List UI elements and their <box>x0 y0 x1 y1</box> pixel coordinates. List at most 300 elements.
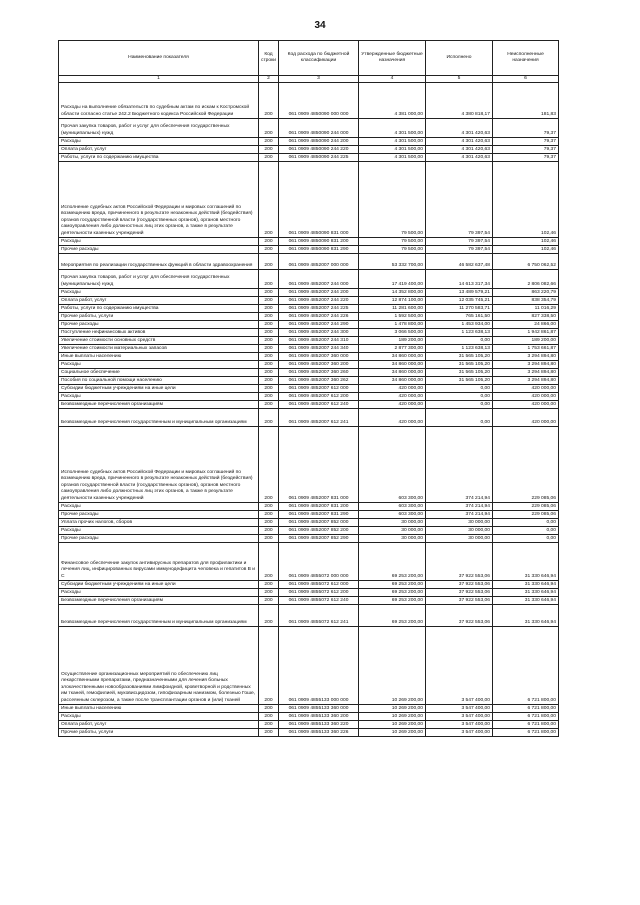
line-code-cell: 200 <box>259 345 279 353</box>
approved-amount-cell: 14 352 800,00 <box>359 289 426 297</box>
table-row <box>59 409 559 427</box>
line-code-cell: 200 <box>259 581 279 589</box>
approved-amount-cell: 2 877 300,00 <box>359 345 426 353</box>
table-row <box>59 305 559 313</box>
line-code-cell: 200 <box>259 705 279 713</box>
remaining-amount-cell: 11 016,29 <box>493 305 559 313</box>
budget-code-cell: 061 0909 4852007 244 200 <box>279 289 359 297</box>
approved-amount-cell: 10 269 200,00 <box>359 627 426 705</box>
line-code-cell: 200 <box>259 721 279 729</box>
budget-execution-table <box>58 40 559 737</box>
indicator-name-cell: Оплата работ, услуг <box>59 146 259 154</box>
executed-amount-cell: 374 214,94 <box>426 503 493 511</box>
column-number-row <box>59 76 559 83</box>
indicator-name-cell: Прочие расходы <box>59 321 259 329</box>
indicator-name-cell: Прочие расходы <box>59 535 259 543</box>
budget-code-cell: 061 0909 4852007 852 290 <box>279 535 359 543</box>
line-code-cell: 200 <box>259 605 279 627</box>
approved-amount-cell: 3 066 500,00 <box>359 329 426 337</box>
remaining-amount-cell: 0,00 <box>493 519 559 527</box>
remaining-amount-cell: 827 338,50 <box>493 313 559 321</box>
executed-amount-cell: 46 582 637,48 <box>426 254 493 270</box>
budget-code-cell: 061 0909 4855072 000 000 <box>279 543 359 581</box>
header-budget-code: Код расхода по бюджетной классификации <box>279 41 359 76</box>
remaining-amount-cell: 3 294 894,80 <box>493 361 559 369</box>
executed-amount-cell: 14 613 317,34 <box>426 270 493 289</box>
approved-amount-cell: 69 253 200,00 <box>359 589 426 597</box>
line-code-cell: 200 <box>259 527 279 535</box>
table-row <box>59 713 559 721</box>
indicator-name-cell: Иные выплаты населению <box>59 705 259 713</box>
line-code-cell: 200 <box>259 138 279 146</box>
budget-code-cell: 061 0909 4852007 831 000 <box>279 427 359 503</box>
remaining-amount-cell: 6 721 800,00 <box>493 713 559 721</box>
executed-amount-cell: 31 565 105,20 <box>426 377 493 385</box>
table-body <box>59 83 559 737</box>
executed-amount-cell: 37 922 553,06 <box>426 597 493 605</box>
remaining-amount-cell: 102,46 <box>493 238 559 246</box>
line-code-cell: 200 <box>259 162 279 238</box>
indicator-name-cell: Расходы <box>59 138 259 146</box>
table-row <box>59 162 559 238</box>
table-row <box>59 313 559 321</box>
approved-amount-cell: 4 381 000,00 <box>359 83 426 119</box>
table-row <box>59 321 559 329</box>
table-row <box>59 270 559 289</box>
executed-amount-cell: 4 301 420,63 <box>426 138 493 146</box>
approved-amount-cell: 79 500,00 <box>359 162 426 238</box>
executed-amount-cell: 13 489 579,21 <box>426 289 493 297</box>
line-code-cell: 200 <box>259 329 279 337</box>
table-row <box>59 385 559 393</box>
approved-amount-cell: 30 000,00 <box>359 519 426 527</box>
table-row <box>59 138 559 146</box>
approved-amount-cell: 69 253 200,00 <box>359 597 426 605</box>
line-code-cell: 200 <box>259 535 279 543</box>
remaining-amount-cell: 24 866,00 <box>493 321 559 329</box>
budget-code-cell: 061 0909 4855072 612 240 <box>279 597 359 605</box>
indicator-name-cell: Расходы <box>59 527 259 535</box>
indicator-name-cell: Расходы <box>59 238 259 246</box>
budget-code-cell: 061 0909 4855133 000 000 <box>279 627 359 705</box>
remaining-amount-cell: 0,00 <box>493 527 559 535</box>
line-code-cell: 200 <box>259 393 279 401</box>
table-row <box>59 154 559 162</box>
table-row <box>59 503 559 511</box>
table-row <box>59 729 559 737</box>
remaining-amount-cell: 838 354,79 <box>493 297 559 305</box>
remaining-amount-cell: 79,37 <box>493 154 559 162</box>
indicator-name-cell: Прочие работы, услуги <box>59 313 259 321</box>
approved-amount-cell: 420 000,00 <box>359 385 426 393</box>
budget-code-cell: 061 0909 4852007 612 240 <box>279 401 359 409</box>
budget-code-cell: 061 0909 4852007 244 310 <box>279 337 359 345</box>
budget-code-cell: 061 0909 4852007 244 226 <box>279 313 359 321</box>
column-number: 4 <box>359 76 426 83</box>
budget-code-cell: 061 0909 4852007 612 000 <box>279 385 359 393</box>
table-row <box>59 329 559 337</box>
remaining-amount-cell: 181,83 <box>493 83 559 119</box>
indicator-name-cell: Безвозмездные перечисления организациям <box>59 597 259 605</box>
indicator-name-cell: Расходы <box>59 713 259 721</box>
executed-amount-cell: 30 000,00 <box>426 535 493 543</box>
table-row <box>59 345 559 353</box>
approved-amount-cell: 34 860 000,00 <box>359 361 426 369</box>
executed-amount-cell: 0,00 <box>426 385 493 393</box>
table-row <box>59 511 559 519</box>
approved-amount-cell: 69 253 200,00 <box>359 581 426 589</box>
executed-amount-cell: 3 547 400,00 <box>426 705 493 713</box>
budget-code-cell: 061 0909 4850090 831 290 <box>279 246 359 254</box>
line-code-cell: 200 <box>259 119 279 138</box>
remaining-amount-cell: 31 330 646,94 <box>493 589 559 597</box>
executed-amount-cell: 37 922 553,06 <box>426 581 493 589</box>
budget-code-cell: 061 0909 4855133 360 000 <box>279 705 359 713</box>
budget-code-cell: 061 0909 4852007 244 340 <box>279 345 359 353</box>
indicator-name-cell: Мероприятия по реализации государственных функций в области здравоохранения <box>59 254 259 270</box>
line-code-cell: 200 <box>259 385 279 393</box>
table-row <box>59 721 559 729</box>
executed-amount-cell: 3 547 400,00 <box>426 627 493 705</box>
budget-code-cell: 061 0909 4855072 612 241 <box>279 605 359 627</box>
approved-amount-cell: 420 000,00 <box>359 409 426 427</box>
executed-amount-cell: 0,00 <box>426 337 493 345</box>
approved-amount-cell: 4 301 500,00 <box>359 154 426 162</box>
remaining-amount-cell: 6 721 800,00 <box>493 721 559 729</box>
table-row <box>59 393 559 401</box>
indicator-name-cell: Безвозмездные перечисления организациям <box>59 401 259 409</box>
remaining-amount-cell: 102,46 <box>493 246 559 254</box>
executed-amount-cell: 37 922 553,06 <box>426 543 493 581</box>
budget-code-cell: 061 0909 4852007 244 220 <box>279 297 359 305</box>
line-code-cell: 200 <box>259 270 279 289</box>
remaining-amount-cell: 31 330 646,94 <box>493 581 559 589</box>
executed-amount-cell: 4 380 818,17 <box>426 83 493 119</box>
table-row <box>59 627 559 705</box>
remaining-amount-cell: 420 000,00 <box>493 393 559 401</box>
page-number: 34 <box>314 20 326 31</box>
approved-amount-cell: 79 500,00 <box>359 246 426 254</box>
table-row <box>59 705 559 713</box>
executed-amount-cell: 1 123 638,13 <box>426 345 493 353</box>
executed-amount-cell: 79 397,54 <box>426 246 493 254</box>
remaining-amount-cell: 2 806 082,66 <box>493 270 559 289</box>
line-code-cell: 200 <box>259 627 279 705</box>
indicator-name-cell: Расходы на выполнение обязательств по судебным актам по искам к Костромской области согласно статье 242.2 Бюджетного кодекса Российской Федерации <box>59 83 259 119</box>
approved-amount-cell: 17 419 400,00 <box>359 270 426 289</box>
line-code-cell: 200 <box>259 409 279 427</box>
line-code-cell: 200 <box>259 353 279 361</box>
indicator-name-cell: Социальное обеспечение <box>59 369 259 377</box>
approved-amount-cell: 1 478 800,00 <box>359 321 426 329</box>
budget-code-cell: 061 0909 4850090 831 200 <box>279 238 359 246</box>
table-row <box>59 361 559 369</box>
remaining-amount-cell: 79,37 <box>493 138 559 146</box>
indicator-name-cell: Расходы <box>59 393 259 401</box>
approved-amount-cell: 34 860 000,00 <box>359 377 426 385</box>
table-row <box>59 289 559 297</box>
executed-amount-cell: 0,00 <box>426 393 493 401</box>
indicator-name-cell: Оплата работ, услуг <box>59 297 259 305</box>
executed-amount-cell: 0,00 <box>426 401 493 409</box>
table-row <box>59 83 559 119</box>
executed-amount-cell: 37 922 553,06 <box>426 605 493 627</box>
table-row <box>59 519 559 527</box>
remaining-amount-cell: 79,37 <box>493 146 559 154</box>
remaining-amount-cell: 189 200,00 <box>493 337 559 345</box>
line-code-cell: 200 <box>259 321 279 329</box>
indicator-name-cell: Оплата работ, услуг <box>59 721 259 729</box>
indicator-name-cell: Расходы <box>59 503 259 511</box>
indicator-name-cell: Безвозмездные перечисления государственным и муниципальным организациям <box>59 409 259 427</box>
table-header-row <box>59 41 559 76</box>
budget-code-cell: 061 0909 4852007 852 200 <box>279 527 359 535</box>
table-row <box>59 146 559 154</box>
budget-code-cell: 061 0909 4852007 360 200 <box>279 361 359 369</box>
column-number: 6 <box>493 76 559 83</box>
executed-amount-cell: 374 214,94 <box>426 427 493 503</box>
line-code-cell: 200 <box>259 589 279 597</box>
budget-code-cell: 061 0909 4850090 244 225 <box>279 154 359 162</box>
table-row <box>59 597 559 605</box>
line-code-cell: 200 <box>259 154 279 162</box>
table-row <box>59 427 559 503</box>
executed-amount-cell: 30 000,00 <box>426 519 493 527</box>
approved-amount-cell: 189 200,00 <box>359 337 426 345</box>
indicator-name-cell: Работы, услуги по содержанию имущества <box>59 154 259 162</box>
budget-code-cell: 061 0909 4855133 360 220 <box>279 721 359 729</box>
executed-amount-cell: 1 453 934,00 <box>426 321 493 329</box>
table-row <box>59 581 559 589</box>
line-code-cell: 200 <box>259 238 279 246</box>
indicator-name-cell: Увеличение стоимости материальных запасов <box>59 345 259 353</box>
line-code-cell: 200 <box>259 313 279 321</box>
indicator-name-cell: Расходы <box>59 589 259 597</box>
remaining-amount-cell: 79,37 <box>493 119 559 138</box>
approved-amount-cell: 79 500,00 <box>359 238 426 246</box>
executed-amount-cell: 79 397,54 <box>426 162 493 238</box>
budget-code-cell: 061 0909 4855072 612 200 <box>279 589 359 597</box>
budget-code-cell: 061 0909 4852007 360 000 <box>279 353 359 361</box>
remaining-amount-cell: 420 000,00 <box>493 401 559 409</box>
executed-amount-cell: 31 565 105,20 <box>426 369 493 377</box>
header-line-code: Код строки <box>259 41 279 76</box>
approved-amount-cell: 69 253 200,00 <box>359 605 426 627</box>
budget-code-cell: 061 0909 4850090 244 200 <box>279 138 359 146</box>
approved-amount-cell: 420 000,00 <box>359 401 426 409</box>
remaining-amount-cell: 31 330 646,94 <box>493 597 559 605</box>
table-row <box>59 369 559 377</box>
approved-amount-cell: 10 269 200,00 <box>359 721 426 729</box>
indicator-name-cell: Работы, услуги по содержанию имущества <box>59 305 259 313</box>
executed-amount-cell: 12 035 745,21 <box>426 297 493 305</box>
approved-amount-cell: 10 269 200,00 <box>359 729 426 737</box>
line-code-cell: 200 <box>259 289 279 297</box>
indicator-name-cell: Финансовое обеспечение закупок антивирусных препаратов для профилактики и лечения лиц, инфицированных вирусами иммунодефицита человека и гепатитов В и С <box>59 543 259 581</box>
remaining-amount-cell: 229 085,06 <box>493 427 559 503</box>
table-row <box>59 589 559 597</box>
approved-amount-cell: 30 000,00 <box>359 535 426 543</box>
budget-code-cell: 061 0909 4852007 831 200 <box>279 503 359 511</box>
header-indicator-name: Наименование показателя <box>59 41 259 76</box>
executed-amount-cell: 37 922 553,06 <box>426 589 493 597</box>
line-code-cell: 200 <box>259 254 279 270</box>
table-row <box>59 535 559 543</box>
approved-amount-cell: 603 300,00 <box>359 503 426 511</box>
budget-code-cell: 061 0909 4852007 244 300 <box>279 329 359 337</box>
executed-amount-cell: 3 547 400,00 <box>426 729 493 737</box>
remaining-amount-cell: 1 942 861,87 <box>493 329 559 337</box>
remaining-amount-cell: 420 000,00 <box>493 385 559 393</box>
remaining-amount-cell: 6 721 800,00 <box>493 705 559 713</box>
executed-amount-cell: 11 270 583,71 <box>426 305 493 313</box>
line-code-cell: 200 <box>259 597 279 605</box>
approved-amount-cell: 34 860 000,00 <box>359 369 426 377</box>
remaining-amount-cell: 6 750 062,52 <box>493 254 559 270</box>
line-code-cell: 200 <box>259 543 279 581</box>
budget-code-cell: 061 0909 4852007 831 290 <box>279 511 359 519</box>
indicator-name-cell: Расходы <box>59 289 259 297</box>
table-row <box>59 254 559 270</box>
indicator-name-cell: Увеличение стоимости основных средств <box>59 337 259 345</box>
indicator-name-cell: Субсидии бюджетным учреждениям на иные цели <box>59 581 259 589</box>
header-executed: Исполнено <box>426 41 493 76</box>
executed-amount-cell: 4 301 420,63 <box>426 119 493 138</box>
executed-amount-cell: 79 397,54 <box>426 238 493 246</box>
executed-amount-cell: 374 214,94 <box>426 511 493 519</box>
remaining-amount-cell: 102,46 <box>493 162 559 238</box>
executed-amount-cell: 765 161,50 <box>426 313 493 321</box>
header-remaining: Неисполненные назначения <box>493 41 559 76</box>
executed-amount-cell: 3 547 400,00 <box>426 713 493 721</box>
approved-amount-cell: 10 269 200,00 <box>359 713 426 721</box>
line-code-cell: 200 <box>259 297 279 305</box>
budget-code-cell: 061 0909 4855133 360 200 <box>279 713 359 721</box>
remaining-amount-cell: 3 294 894,80 <box>493 353 559 361</box>
approved-amount-cell: 11 281 600,00 <box>359 305 426 313</box>
budget-code-cell: 061 0909 4852007 612 200 <box>279 393 359 401</box>
column-number: 2 <box>259 76 279 83</box>
remaining-amount-cell: 3 294 894,80 <box>493 369 559 377</box>
indicator-name-cell: Безвозмездные перечисления государственным и муниципальным организациям <box>59 605 259 627</box>
header-approved: Утвержденные бюджетные назначения <box>359 41 426 76</box>
approved-amount-cell: 603 300,00 <box>359 511 426 519</box>
line-code-cell: 200 <box>259 427 279 503</box>
approved-amount-cell: 4 301 500,00 <box>359 138 426 146</box>
budget-code-cell: 061 0909 4855133 360 226 <box>279 729 359 737</box>
indicator-name-cell: Прочие работы, услуги <box>59 729 259 737</box>
budget-code-cell: 061 0909 4852007 612 241 <box>279 409 359 427</box>
table-row <box>59 527 559 535</box>
approved-amount-cell: 53 332 700,00 <box>359 254 426 270</box>
line-code-cell: 200 <box>259 511 279 519</box>
indicator-name-cell: Поступление нефинансовых активов <box>59 329 259 337</box>
remaining-amount-cell: 1 753 661,87 <box>493 345 559 353</box>
indicator-name-cell: Прочая закупка товаров, работ и услуг для обеспечения государственных (муниципальных) нужд <box>59 270 259 289</box>
indicator-name-cell: Расходы <box>59 361 259 369</box>
remaining-amount-cell: 229 085,06 <box>493 503 559 511</box>
approved-amount-cell: 12 874 100,00 <box>359 297 426 305</box>
remaining-amount-cell: 0,00 <box>493 535 559 543</box>
table-row <box>59 401 559 409</box>
table-row <box>59 377 559 385</box>
budget-code-cell: 061 0909 4852007 000 000 <box>279 254 359 270</box>
executed-amount-cell: 4 301 420,63 <box>426 154 493 162</box>
budget-code-cell: 061 0909 4852007 360 260 <box>279 369 359 377</box>
budget-code-cell: 061 0909 4852007 244 290 <box>279 321 359 329</box>
line-code-cell: 200 <box>259 377 279 385</box>
table-row <box>59 337 559 345</box>
remaining-amount-cell: 6 721 800,00 <box>493 729 559 737</box>
line-code-cell: 200 <box>259 519 279 527</box>
approved-amount-cell: 603 300,00 <box>359 427 426 503</box>
approved-amount-cell: 420 000,00 <box>359 393 426 401</box>
column-number: 1 <box>59 76 259 83</box>
table-row <box>59 246 559 254</box>
line-code-cell: 200 <box>259 361 279 369</box>
line-code-cell: 200 <box>259 305 279 313</box>
line-code-cell: 200 <box>259 337 279 345</box>
table-row <box>59 119 559 138</box>
budget-code-cell: 061 0909 4850090 244 000 <box>279 119 359 138</box>
executed-amount-cell: 1 123 638,13 <box>426 329 493 337</box>
budget-code-cell: 061 0909 4852007 852 000 <box>279 519 359 527</box>
budget-code-cell: 061 0909 4850090 000 000 <box>279 83 359 119</box>
executed-amount-cell: 30 000,00 <box>426 527 493 535</box>
table-row <box>59 238 559 246</box>
indicator-name-cell: Пособия по социальной помощи населению <box>59 377 259 385</box>
approved-amount-cell: 1 592 500,00 <box>359 313 426 321</box>
indicator-name-cell: Иные выплаты населению <box>59 353 259 361</box>
indicator-name-cell: Прочие расходы <box>59 246 259 254</box>
remaining-amount-cell: 3 294 894,80 <box>493 377 559 385</box>
line-code-cell: 200 <box>259 713 279 721</box>
indicator-name-cell: Прочие расходы <box>59 511 259 519</box>
remaining-amount-cell: 863 220,79 <box>493 289 559 297</box>
executed-amount-cell: 0,00 <box>426 409 493 427</box>
line-code-cell: 200 <box>259 246 279 254</box>
line-code-cell: 200 <box>259 369 279 377</box>
approved-amount-cell: 69 253 200,00 <box>359 543 426 581</box>
executed-amount-cell: 3 547 400,00 <box>426 721 493 729</box>
approved-amount-cell: 4 301 500,00 <box>359 119 426 138</box>
line-code-cell: 200 <box>259 401 279 409</box>
remaining-amount-cell: 229 085,06 <box>493 511 559 519</box>
executed-amount-cell: 31 565 105,20 <box>426 361 493 369</box>
budget-code-cell: 061 0909 4852007 244 225 <box>279 305 359 313</box>
line-code-cell: 200 <box>259 503 279 511</box>
remaining-amount-cell: 6 721 800,00 <box>493 627 559 705</box>
budget-code-cell: 061 0909 4855072 612 000 <box>279 581 359 589</box>
column-number: 3 <box>279 76 359 83</box>
indicator-name-cell: Исполнение судебных актов Российской Федерации и мировых соглашений по возмещению вреда, причиненного в результате незаконных действий (бездействия) органов государственной власти (государственных органов), органов местного самоуправления либо должностных лиц этих органов, а также в результате деятельности казенных учреждений <box>59 427 259 503</box>
budget-code-cell: 061 0909 4852007 360 262 <box>279 377 359 385</box>
budget-code-cell: 061 0909 4850090 244 220 <box>279 146 359 154</box>
indicator-name-cell: Осуществление организационных мероприятий по обеспечению лиц лекарственными препаратами, предназначенными для лечения больных злокачественными новообразованиями лимфоидной, кроветворной и родственных им тканей, гемофилией, муковисцидозом, гипофизарным нанизмом, болезнью Гоше, рассеянным склерозом, а также после трансплантации органов и (или) тканей <box>59 627 259 705</box>
remaining-amount-cell: 31 330 646,94 <box>493 543 559 581</box>
remaining-amount-cell: 31 330 646,94 <box>493 605 559 627</box>
table-row <box>59 297 559 305</box>
approved-amount-cell: 10 269 200,00 <box>359 705 426 713</box>
indicator-name-cell: Субсидии бюджетным учреждениям на иные цели <box>59 385 259 393</box>
indicator-name-cell: Прочая закупка товаров, работ и услуг для обеспечения государственных (муниципальных) нужд <box>59 119 259 138</box>
executed-amount-cell: 4 301 420,63 <box>426 146 493 154</box>
remaining-amount-cell: 420 000,00 <box>493 409 559 427</box>
approved-amount-cell: 30 000,00 <box>359 527 426 535</box>
executed-amount-cell: 31 565 105,20 <box>426 353 493 361</box>
column-number: 5 <box>426 76 493 83</box>
line-code-cell: 200 <box>259 83 279 119</box>
